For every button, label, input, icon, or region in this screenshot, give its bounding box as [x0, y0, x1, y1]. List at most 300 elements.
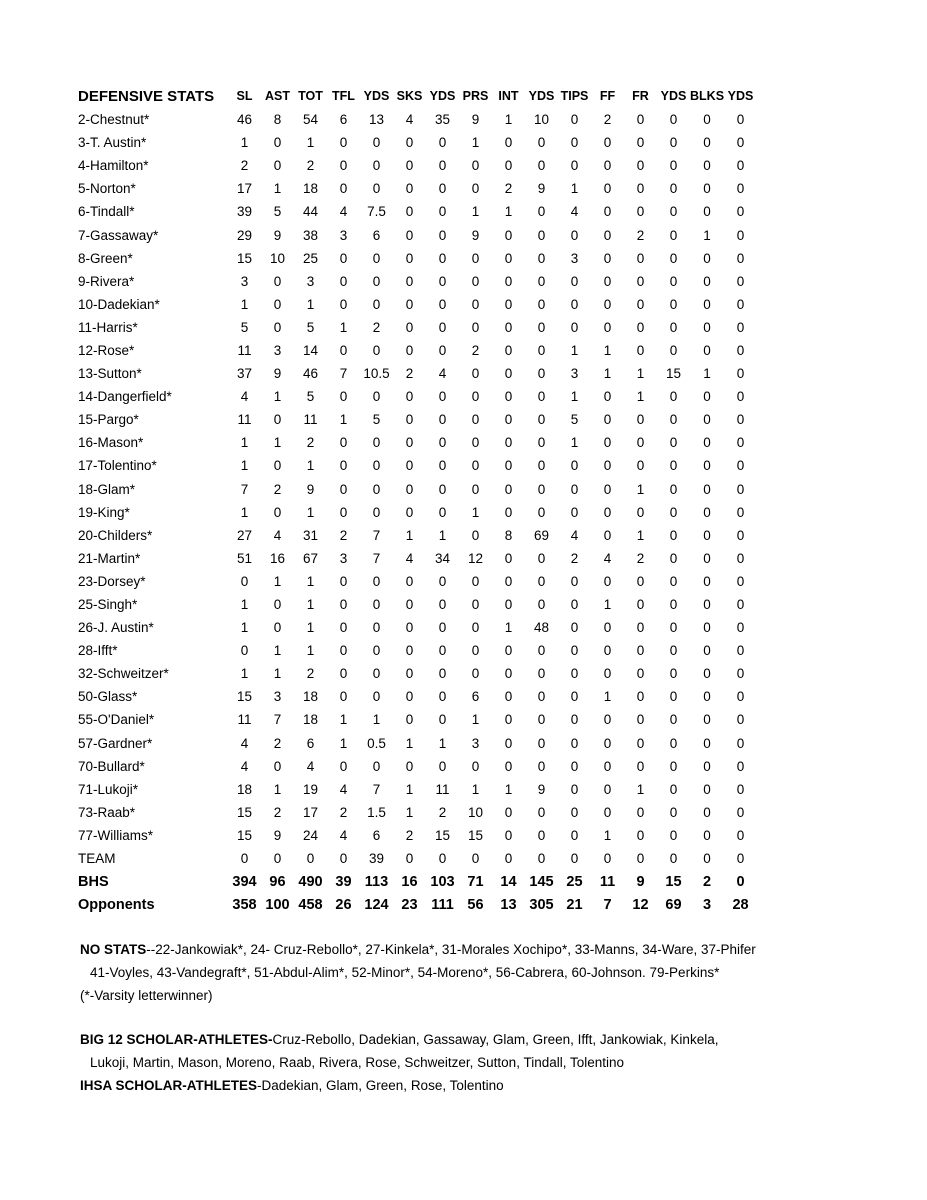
stat-cell: 0 [438, 389, 447, 405]
stat-cell: 0 [339, 481, 348, 497]
stat-cell: 0 [471, 319, 480, 335]
stat-cell: 1 [405, 527, 414, 543]
stat-cell: 0 [736, 735, 745, 751]
stat-cell: 0 [703, 319, 711, 335]
stat-cell: 3 [570, 366, 579, 382]
stat-cell: 0 [273, 412, 282, 428]
stat-cell: 71 [467, 873, 484, 890]
player-name-cell: 11-Harris* [78, 319, 138, 335]
stat-cell: 0 [636, 804, 645, 820]
stat-cell: 17 [236, 181, 253, 197]
stat-cell: 19 [302, 781, 319, 797]
stat-cell: 1 [306, 643, 315, 659]
stat-cell: 7 [603, 896, 612, 913]
stat-cell: 0 [636, 273, 645, 289]
stat-cell: 0 [537, 458, 546, 474]
stat-cell: 0 [636, 620, 645, 636]
stat-cell: 1 [405, 735, 414, 751]
stat-cell: 0 [438, 597, 447, 613]
stat-cell: 0 [405, 319, 414, 335]
stat-cell: 1 [339, 319, 348, 335]
stat-cell: 7 [273, 712, 282, 728]
table-row [78, 639, 757, 662]
stat-cell: 1 [570, 435, 579, 451]
stat-cell: 9 [273, 827, 282, 843]
stat-cell: 0 [603, 573, 612, 589]
stat-cell: 0 [471, 296, 480, 312]
stat-cell: 0 [703, 804, 711, 820]
stat-cell: 12 [467, 550, 484, 566]
stat-cell: 0 [372, 689, 381, 705]
stat-cell: 14 [302, 342, 319, 358]
stat-cell: 67 [302, 550, 319, 566]
table-row [78, 247, 757, 270]
column-header: AST [265, 89, 290, 103]
stat-cell: 0 [405, 851, 414, 867]
stat-cell: 15 [434, 827, 451, 843]
stat-cell: 0 [504, 481, 513, 497]
stat-cell: 0 [537, 851, 546, 867]
stat-cell: 0 [405, 158, 414, 174]
table-row [78, 593, 757, 616]
stat-cell: 0 [570, 135, 579, 151]
stat-cell: 0 [471, 851, 480, 867]
stat-cell: 0 [703, 412, 711, 428]
stat-cell: 34 [434, 550, 451, 566]
stat-cell: 0 [736, 158, 745, 174]
stat-cell: 1 [306, 620, 315, 636]
stat-cell: 0 [603, 435, 612, 451]
stat-cell: 0 [438, 620, 447, 636]
stat-cell: 0 [736, 250, 745, 266]
stat-cell: 9 [471, 112, 480, 128]
stat-cell: 1 [306, 458, 315, 474]
stat-cell: 0 [603, 135, 612, 151]
stat-cell: 0 [339, 851, 348, 867]
stat-cell: 0 [669, 389, 678, 405]
stat-cell: 0 [504, 158, 513, 174]
stat-cell: 15 [236, 804, 253, 820]
player-name-cell: 28-Ifft* [78, 643, 118, 659]
stat-cell: 0 [537, 827, 546, 843]
big12-text-1: Cruz-Rebollo, Dadekian, Gassaway, Glam, Green, Ifft, Jankowiak, Kinkela, [272, 1032, 719, 1047]
stat-cell: 0 [636, 597, 645, 613]
stat-cell: 0 [537, 412, 546, 428]
stat-cell: 6 [306, 735, 315, 751]
table-row [78, 801, 757, 824]
stat-cell: 0 [339, 504, 348, 520]
stat-cell: 10 [533, 112, 550, 128]
stat-cell: 28 [732, 896, 749, 913]
player-name-cell: 32-Schweitzer* [78, 666, 169, 682]
player-name-cell: BHS [78, 873, 109, 890]
stat-cell: 0 [504, 758, 513, 774]
stat-cell: 0 [504, 296, 513, 312]
stat-cell: 0 [603, 412, 612, 428]
stat-cell: 1 [570, 342, 579, 358]
stat-cell: 0 [669, 804, 678, 820]
stat-cell: 2 [339, 527, 348, 543]
stat-cell: 0 [570, 620, 579, 636]
stat-cell: 0 [504, 804, 513, 820]
stat-cell: 1 [405, 804, 414, 820]
stat-cell: 0 [736, 435, 745, 451]
ihsa-line [80, 1074, 900, 1097]
stat-cell: 0 [537, 758, 546, 774]
stat-cell: 0 [669, 158, 678, 174]
stat-cell: 0 [537, 689, 546, 705]
stat-cell: 0 [703, 135, 711, 151]
stat-cell: 2 [306, 666, 315, 682]
stat-cell: 0 [636, 412, 645, 428]
stat-cell: 0 [669, 758, 678, 774]
table-header-row [78, 84, 757, 108]
stat-cell: 0 [438, 204, 447, 220]
stat-cell: 0 [537, 481, 546, 497]
stat-cell: 0 [570, 112, 579, 128]
stat-cell: 0 [537, 573, 546, 589]
table-row [78, 847, 757, 870]
stat-cell: 2 [438, 804, 447, 820]
stat-cell: 18 [236, 781, 253, 797]
stat-cell: 0 [438, 135, 447, 151]
stat-cell: 0 [405, 273, 414, 289]
stat-cell: 0 [603, 481, 612, 497]
stat-cell: 0 [471, 158, 480, 174]
stat-cell: 27 [236, 527, 253, 543]
stat-cell: 0 [471, 481, 480, 497]
stat-cell: 11 [599, 873, 616, 890]
table-row [78, 685, 757, 708]
player-name-cell: 17-Tolentino* [78, 458, 157, 474]
stat-cell: 0 [669, 250, 678, 266]
stat-cell: 1 [603, 366, 612, 382]
stat-cell: 0 [339, 573, 348, 589]
stat-cell: 11 [237, 342, 252, 358]
table-row [78, 547, 757, 570]
column-header: FF [599, 89, 616, 103]
stat-cell: 0 [636, 435, 645, 451]
stat-cell: 0 [339, 458, 348, 474]
stat-cell: 113 [364, 873, 389, 890]
stat-cell: 2 [372, 319, 381, 335]
stat-cell: 0 [306, 851, 315, 867]
column-header: YDS [363, 89, 390, 103]
no-stats-line-2: 41-Voyles, 43-Vandegraft*, 51-Abdul-Alim*, 52-Minor*, 54-Moreno*, 56-Cabrera, 60-Johnson. 79-Perkins* [90, 965, 720, 980]
stat-cell: 6 [339, 112, 348, 128]
no-stats-text-1: --22-Jankowiak*, 24- Cruz-Rebollo*, 27-Kinkela*, 31-Morales Xochipo*, 33-Manns, 34-Ware, 37-Phifer [146, 942, 756, 957]
stat-cell: 1 [603, 597, 612, 613]
stat-cell: 0 [669, 227, 678, 243]
stat-cell: 0 [603, 712, 612, 728]
letterwinner-note: (*-Varsity letterwinner) [80, 988, 213, 1003]
big12-line-2: Lukoji, Martin, Mason, Moreno, Raab, Rivera, Rose, Schweitzer, Sutton, Tindall, Tolentino [90, 1055, 625, 1070]
stat-cell: 0 [703, 735, 711, 751]
stat-cell: 0 [438, 458, 447, 474]
stat-cell: 0 [736, 204, 745, 220]
table-row [78, 200, 757, 223]
table-row [78, 316, 757, 339]
stat-cell: 0 [504, 412, 513, 428]
stat-cell: 0 [372, 666, 381, 682]
stat-cell: 0 [372, 273, 381, 289]
stat-cell: 0 [570, 804, 579, 820]
stat-cell: 4 [240, 758, 249, 774]
stat-cell: 0 [636, 851, 645, 867]
stat-cell: 0 [471, 250, 480, 266]
stat-cell: 8 [273, 112, 282, 128]
stat-cell: 0 [405, 435, 414, 451]
stat-cell: 0 [339, 135, 348, 151]
column-header: YDS [660, 89, 687, 103]
stat-cell: 0 [339, 181, 348, 197]
stat-cell: 0 [570, 273, 579, 289]
player-name-cell: TEAM [78, 851, 116, 867]
stat-cell: 0 [537, 504, 546, 520]
stat-cell: 0 [703, 550, 711, 566]
table-row [78, 778, 757, 801]
stat-cell: 0 [273, 319, 282, 335]
stat-cell: 0 [339, 758, 348, 774]
stat-cell: 4 [240, 735, 249, 751]
stat-cell: 0 [438, 666, 447, 682]
stat-cell: 1 [306, 504, 315, 520]
stat-cell: 0 [669, 689, 678, 705]
stat-cell: 0 [471, 412, 480, 428]
stat-cell: 39 [236, 204, 253, 220]
stat-cell: 3 [306, 273, 315, 289]
stat-cell: 2 [570, 550, 579, 566]
stat-cell: 1 [471, 135, 480, 151]
stat-cell: 0 [669, 296, 678, 312]
stat-cell: 0 [603, 319, 612, 335]
stat-cell: 0 [703, 573, 711, 589]
stat-cell: 0 [273, 273, 282, 289]
stat-cell: 0 [405, 481, 414, 497]
stat-cell: 1 [438, 735, 447, 751]
stat-cell: 0 [669, 273, 678, 289]
stat-cell: 0 [537, 135, 546, 151]
stat-cell: 0 [537, 158, 546, 174]
stat-cell: 4 [405, 550, 414, 566]
stat-cell: 3 [273, 689, 282, 705]
stat-cell: 0 [669, 112, 678, 128]
column-header: TFL [332, 89, 355, 103]
stat-cell: 0 [736, 412, 745, 428]
stat-cell: 9 [537, 181, 546, 197]
stat-cell: 0 [570, 458, 579, 474]
stat-cell: 4 [240, 389, 249, 405]
player-name-cell: 50-Glass* [78, 689, 138, 705]
stat-cell: 6 [372, 227, 381, 243]
stat-cell: 0 [736, 851, 745, 867]
stat-cell: 2 [636, 550, 645, 566]
stat-cell: 2 [405, 827, 414, 843]
stat-cell: 0 [339, 250, 348, 266]
stat-cell: 1 [240, 435, 249, 451]
stat-cell: 0 [372, 389, 381, 405]
stat-cell: 25 [566, 873, 583, 890]
stat-cell: 0 [669, 643, 678, 659]
stat-cell: 10 [467, 804, 484, 820]
stat-cell: 15 [467, 827, 484, 843]
stat-cell: 0 [736, 366, 745, 382]
stat-cell: 0 [703, 758, 711, 774]
stat-cell: 0 [736, 712, 745, 728]
stat-cell: 305 [529, 896, 554, 913]
stat-cell: 0 [537, 227, 546, 243]
stat-cell: 0 [405, 342, 414, 358]
player-name-cell: 55-O'Daniel* [78, 712, 155, 728]
stat-cell: 9 [471, 227, 480, 243]
stat-cell: 0 [636, 735, 645, 751]
stat-cell: 0 [603, 643, 612, 659]
no-stats-note [80, 938, 900, 1007]
stat-cell: 4 [603, 550, 612, 566]
table-row [78, 293, 757, 316]
stat-cell: 0 [405, 458, 414, 474]
stat-cell: 0 [504, 458, 513, 474]
stat-cell: 1 [703, 227, 711, 243]
stat-cell: 0 [339, 296, 348, 312]
stat-cell: 0 [570, 666, 579, 682]
stat-cell: 0 [636, 689, 645, 705]
stat-cell: 4 [339, 827, 348, 843]
stat-cell: 0 [405, 204, 414, 220]
stat-cell: 0 [736, 666, 745, 682]
stat-cell: 0 [703, 250, 711, 266]
stat-cell: 0 [471, 573, 480, 589]
stat-cell: 0 [438, 573, 447, 589]
stat-cell: 9 [273, 227, 282, 243]
stat-cell: 0 [703, 481, 711, 497]
stat-cell: 1 [636, 389, 645, 405]
stat-cell: 0 [603, 804, 612, 820]
stat-cell: 0 [405, 758, 414, 774]
stat-cell: 0 [372, 342, 381, 358]
stat-cell: 0 [603, 781, 612, 797]
stat-cell: 0 [703, 689, 711, 705]
stat-cell: 0 [603, 620, 612, 636]
stat-cell: 0 [504, 389, 513, 405]
stat-cell: 1 [570, 389, 579, 405]
stat-cell: 0 [438, 504, 447, 520]
stat-cell: 0 [339, 389, 348, 405]
player-name-cell: 9-Rivera* [78, 273, 135, 289]
stat-cell: 2 [603, 112, 612, 128]
stat-cell: 1 [636, 781, 645, 797]
player-name-cell: 13-Sutton* [78, 366, 142, 382]
table-row [78, 732, 757, 755]
stat-cell: 2 [636, 227, 645, 243]
stat-cell: 3 [339, 227, 348, 243]
stat-cell: 0 [636, 112, 645, 128]
stat-cell: 1 [636, 527, 645, 543]
stat-cell: 0 [603, 250, 612, 266]
stat-cell: 0 [405, 181, 414, 197]
stat-cell: 0 [603, 735, 612, 751]
stat-cell: 1 [471, 504, 480, 520]
stat-cell: 2 [471, 342, 480, 358]
stat-cell: 0 [703, 781, 711, 797]
stat-cell: 2 [306, 435, 315, 451]
stat-cell: 0 [438, 227, 447, 243]
stat-cell: 0 [636, 296, 645, 312]
table-row [78, 408, 757, 431]
stat-cell: 0 [471, 527, 480, 543]
stat-cell: 0 [603, 204, 612, 220]
stat-cell: 4 [570, 527, 579, 543]
stat-cell: 26 [335, 896, 352, 913]
table-row [78, 708, 757, 731]
stat-cell: 0 [669, 735, 678, 751]
player-name-cell: 10-Dadekian* [78, 296, 160, 312]
no-stats-label: NO STATS [80, 942, 147, 957]
stat-cell: 9 [273, 366, 282, 382]
stat-cell: 21 [566, 896, 583, 913]
stat-cell: 0 [339, 597, 348, 613]
player-name-cell: 14-Dangerfield* [78, 389, 172, 405]
stat-cell: 0 [736, 319, 745, 335]
stat-cell: 0 [669, 504, 678, 520]
column-header: SKS [396, 89, 423, 103]
stat-cell: 1 [240, 666, 249, 682]
stat-cell: 0 [669, 827, 678, 843]
stat-cell: 0 [703, 435, 711, 451]
stat-cell: 0 [636, 827, 645, 843]
player-name-cell: 19-King* [78, 504, 130, 520]
stat-cell: 0 [636, 204, 645, 220]
stat-cell: 0 [504, 319, 513, 335]
column-header: PRS [462, 89, 489, 103]
stat-cell: 7 [372, 527, 381, 543]
stat-cell: 54 [302, 112, 319, 128]
big12-line-1 [80, 1028, 900, 1051]
stat-cell: 0 [504, 250, 513, 266]
stat-cell: 0 [669, 781, 678, 797]
stat-cell: 0 [405, 643, 414, 659]
stat-cell: 0 [504, 227, 513, 243]
table-row [78, 570, 757, 593]
stat-cell: 0 [471, 389, 480, 405]
stat-cell: 0 [669, 550, 678, 566]
stat-cell: 15 [236, 689, 253, 705]
table-row [78, 131, 757, 154]
stat-cell: 0 [339, 643, 348, 659]
stat-cell: 0 [736, 827, 745, 843]
stat-cell: 0 [603, 181, 612, 197]
stat-cell: 0 [636, 135, 645, 151]
stat-cell: 358 [232, 896, 257, 913]
table-row [78, 339, 757, 362]
stat-cell: 0 [372, 296, 381, 312]
stat-cell: 0 [405, 573, 414, 589]
stat-cell: 0 [570, 158, 579, 174]
stat-cell: 0 [273, 758, 282, 774]
stat-cell: 2 [405, 366, 414, 382]
stat-cell: 12 [632, 896, 649, 913]
stat-cell: 0 [273, 851, 282, 867]
stat-cell: 0 [405, 227, 414, 243]
stat-cell: 0 [504, 689, 513, 705]
stat-cell: 0 [537, 435, 546, 451]
stat-cell: 0 [504, 666, 513, 682]
stat-cell: 0 [438, 342, 447, 358]
stat-cell: 0 [636, 573, 645, 589]
stat-cell: 0 [669, 620, 678, 636]
stat-cell: 0 [570, 758, 579, 774]
stat-cell: 2 [273, 804, 282, 820]
